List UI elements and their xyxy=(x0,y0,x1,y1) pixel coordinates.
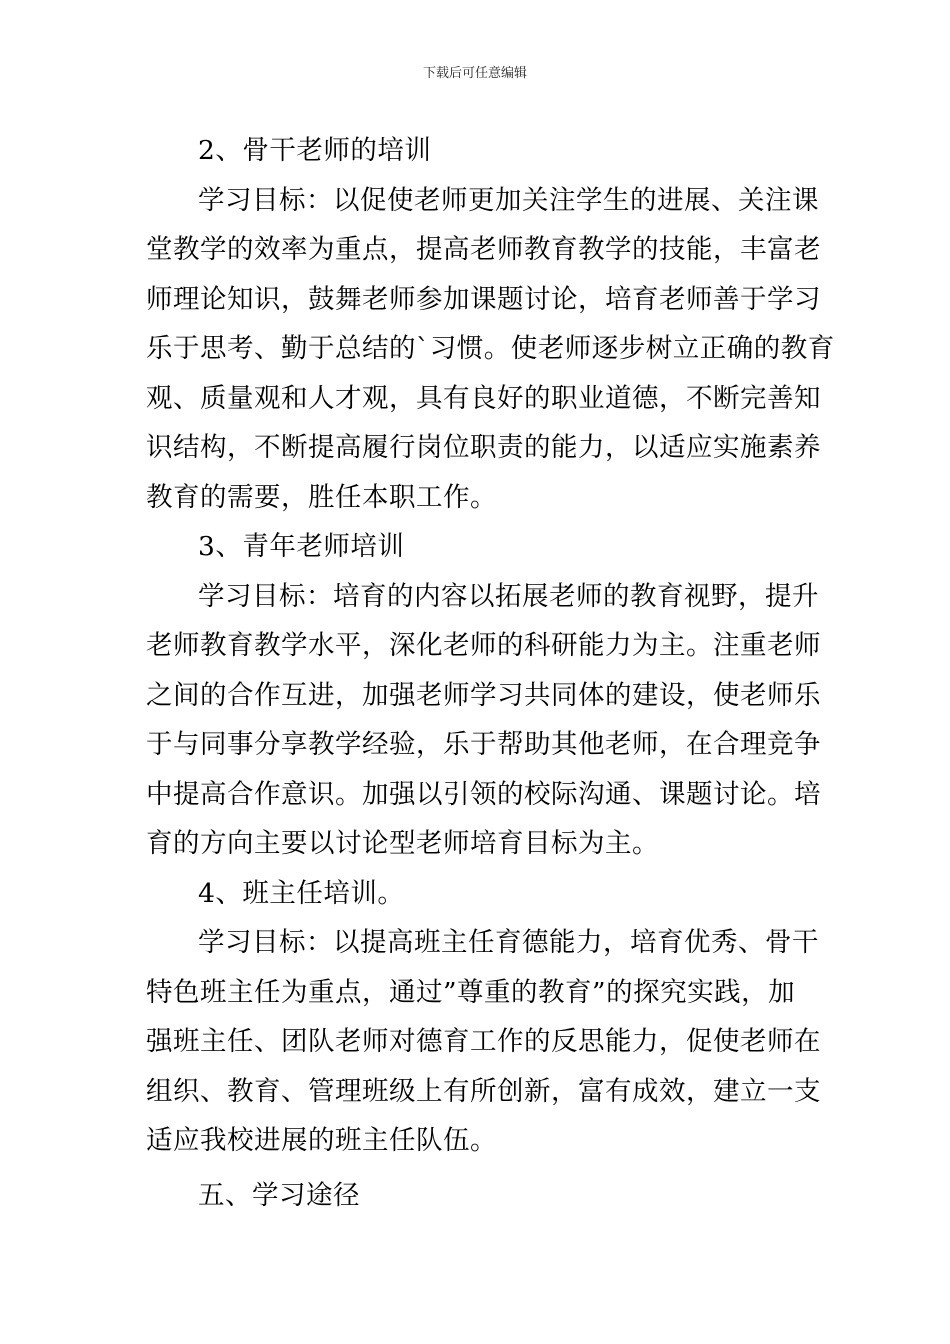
paragraph-line: 师理论知识，鼓舞老师参加课题讨论，培育老师善于学习 xyxy=(146,283,821,315)
section-heading-class-teachers: 4、班主任培训。 xyxy=(198,877,405,909)
paragraph-line: 学习目标：以提高班主任育德能力，培育优秀、骨干 xyxy=(198,927,819,958)
paragraph-line: 之间的合作互进，加强老师学习共同体的建设，使老师乐 xyxy=(146,679,821,711)
paragraph-line: 特色班主任为重点，通过”尊重的教育”的探究实践，加 xyxy=(146,976,796,1008)
paragraph-line: 中提高合作意识。加强以引领的校际沟通、课题讨论。培 xyxy=(146,778,821,810)
section-heading-learning-approaches: 五、学习途径 xyxy=(198,1179,360,1211)
paragraph-line: 强班主任、团队老师对德育工作的反思能力，促使老师在 xyxy=(146,1026,821,1057)
page-header: 下载后可任意编辑 xyxy=(422,66,527,81)
paragraph-line: 于与同事分享教学经验，乐于帮助其他老师，在合理竞争 xyxy=(146,729,821,760)
paragraph-line: 育的方向主要以讨论型老师培育目标为主。 xyxy=(146,828,659,859)
paragraph-line: 适应我校进展的班主任队伍。 xyxy=(146,1125,497,1156)
paragraph-line: 组织、教育、管理班级上有所创新，富有成效，建立一支 xyxy=(146,1075,821,1107)
section-heading-backbone-teachers: 2、骨干老师的培训 xyxy=(198,135,432,166)
paragraph-line: 乐于思考、勤于总结的`习惯。使老师逐步树立正确的教育 xyxy=(146,333,835,364)
paragraph-line: 观、质量观和人才观，具有良好的职业道德，不断完善知 xyxy=(146,382,821,414)
paragraph-line: 堂教学的效率为重点，提高老师教育教学的技能，丰富老 xyxy=(146,234,821,265)
paragraph-line: 教育的需要，胜任本职工作。 xyxy=(146,481,497,513)
document-body xyxy=(146,126,835,1220)
paragraph-line: 学习目标：以促使老师更加关注学生的进展、关注课 xyxy=(198,184,819,216)
section-heading-young-teachers: 3、青年老师培训 xyxy=(198,531,405,562)
paragraph-line: 老师教育教学水平，深化老师的科研能力为主。注重老师 xyxy=(146,630,821,661)
paragraph-line: 识结构，不断提高履行岗位职责的能力，以适应实施素养 xyxy=(146,432,821,463)
paragraph-line: 学习目标：培育的内容以拓展老师的教育视野，提升 xyxy=(198,580,819,612)
